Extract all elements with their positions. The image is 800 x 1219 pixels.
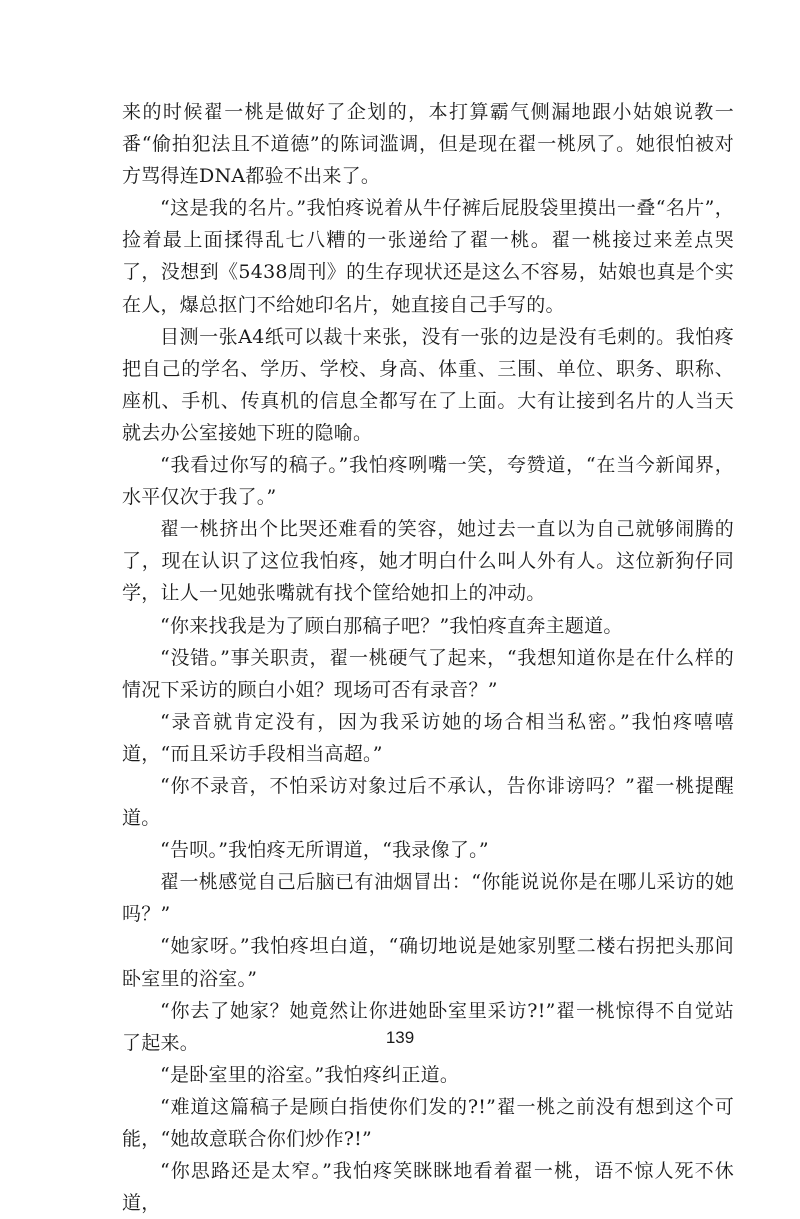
body-text [122,96,734,1219]
paragraph: 来的时候翟一桃是做好了企划的，本打算霸气侧漏地跟小姑娘说教一番“偷拍犯法且不道德”的陈词滥调，但是现在翟一桃夙了。她很怕被对方骂得连DNA都验不出来了。 [122,101,734,188]
paragraph: “你来找我是为了顾白那稿子吧？”我怕疼直奔主题道。 [160,614,623,637]
paragraph: “你去了她家？她竟然让你进她卧室里采访?!”翟一桃惊得不自觉站了起来。 [122,999,734,1054]
paragraph: “是卧室里的浴室。”我怕疼纠正道。 [160,1063,460,1086]
paragraph: “她家呀。”我怕疼坦白道，“确切地说是她家别墅二楼右拐把头那间卧室里的浴室。” [122,935,734,990]
page-number: 139 [385,1028,415,1047]
paragraph: “这是我的名片。”我怕疼说着从牛仔裤后屁股袋里摸出一叠“名片”，捡着最上面揉得乱七八糟的一张递给了翟一桃。翟一桃接过来差点哭了，没想到《5438周刊》的生存现状还是这么不容易，姑娘也真是个实在人，爆总抠门不给她印名片，她直接自己手写的。 [122,197,734,316]
paragraph: “录音就肯定没有，因为我采访她的场合相当私密。”我怕疼嘻嘻道，“而且采访手段相当高超。” [122,710,734,765]
paragraph: “告呗。”我怕疼无所谓道，“我录像了。” [160,839,489,862]
paragraph: “你思路还是太窄。”我怕疼笑眯眯地看着翟一桃，语不惊人死不休道， [122,1160,734,1215]
paragraph: “我看过你写的稿子。”我怕疼咧嘴一笑，夸赞道，“在当今新闻界，水平仅次于我了。” [122,454,734,509]
paragraph: “你不录音，不怕采访对象过后不承认，告你诽谤吗？”翟一桃提醒道。 [122,774,734,830]
paragraph: 翟一桃挤出个比哭还难看的笑容，她过去一直以为自己就够闹腾的了，现在认识了这位我怕疼，她才明白什么叫人外有人。这位新狗仔同学，让人一见她张嘴就有找个筐给她扣上的冲动。 [122,518,734,605]
paragraph: 翟一桃感觉自己后脑已有油烟冒出：“你能说说你是在哪儿采访的她吗？” [122,871,734,926]
paragraph: 目测一张A4纸可以裁十来张，没有一张的边是没有毛刺的。我怕疼把自己的学名、学历、学校、身高、体重、三围、单位、职务、职称、座机、手机、传真机的信息全都写在了上面。大有让接到名片的人当天就去办公室接她下班的隐喻。 [122,325,734,444]
paragraph: “没错。”事关职责，翟一桃硬气了起来，“我想知道你是在什么样的情况下采访的顾白小姐？现场可否有录音？” [122,646,734,701]
paragraph: “难道这篇稿子是顾白指使你们发的?!”翟一桃之前没有想到这个可能，“她故意联合你们炒作?!” [122,1095,734,1150]
